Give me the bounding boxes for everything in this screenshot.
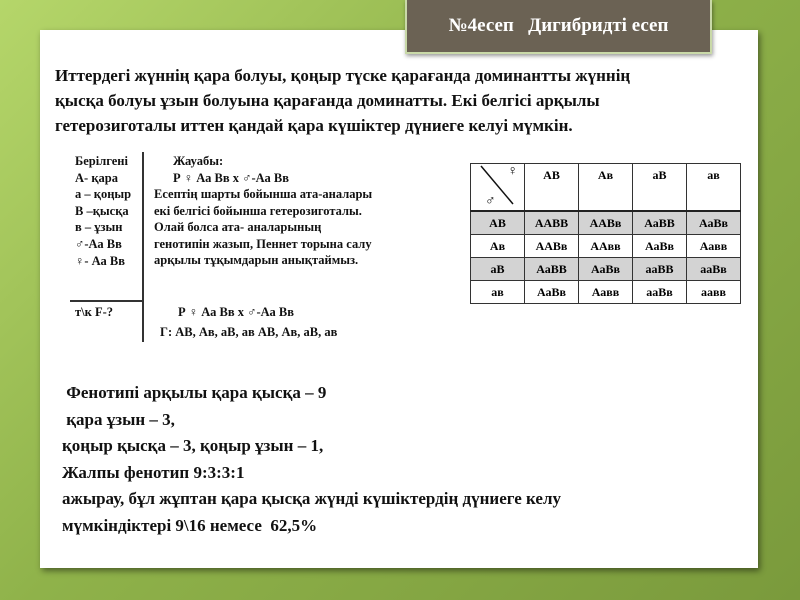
answer-line: Есептің шарты бойынша ата-аналары xyxy=(154,187,373,201)
conclusion-line: қара ұзын – 3, xyxy=(62,409,175,429)
answer-line: арқылы тұқымдарын анықтаймыз. xyxy=(154,253,359,268)
female-symbol: ♀ xyxy=(507,164,518,179)
col-header: Ав xyxy=(579,164,633,212)
conclusion-line: Жалпы фенотип 9:3:3:1 xyxy=(62,462,245,482)
given-item: В –қысқа xyxy=(75,203,129,218)
intro-line: Иттердегі жүннің қара болуы, қоңыр түске қарағанда доминантты жүннің xyxy=(55,66,631,85)
intro-line: гетерозиготалы иттен қандай қара күшіктер дүниеге келуі мүмкін. xyxy=(55,116,573,135)
row-header: ав xyxy=(471,281,525,304)
answer-title: Жауабы: xyxy=(173,154,224,168)
conclusion-line: Фенотипі арқылы қара қысқа – 9 xyxy=(62,383,327,402)
genotype-cell: АаВВ xyxy=(525,258,579,281)
genotype-cell: АаВв xyxy=(579,258,633,281)
row-header: АВ xyxy=(471,211,525,235)
given-item: ♀- Аа Вв xyxy=(75,253,125,268)
table-row xyxy=(471,258,741,281)
parent-cross: Р ♀ Аа Вв х ♂-Аа Вв xyxy=(173,170,289,185)
col-header: ав xyxy=(687,164,741,212)
genotype-cell: АаВВ xyxy=(633,211,687,235)
genotype-cell: ааВв xyxy=(687,258,741,281)
genotype-cell: ААвв xyxy=(579,235,633,258)
answer-line: Олай болса ата- аналарының xyxy=(154,220,322,235)
given-list xyxy=(75,153,131,269)
given-item: А- қара xyxy=(75,170,118,185)
divider-vertical xyxy=(142,152,144,342)
col-header: АВ xyxy=(525,164,579,212)
genotype-cell: АаВв xyxy=(633,235,687,258)
answer-line: генотипін жазып, Пеннет торына салу xyxy=(154,236,372,251)
row-header: Ав xyxy=(471,235,525,258)
punnett-square xyxy=(470,163,741,304)
genotype-cell: АаВв xyxy=(525,281,579,304)
given-heading: Берілгені xyxy=(75,154,128,168)
conclusion-line: ажырау, бұл жұптан қара қысқа жүнді күшіктердің дүниеге келу xyxy=(62,489,561,508)
intro-line: қысқа болуы ұзын болуына қарағанда доминатты. Екі белгісі арқылы xyxy=(55,91,600,110)
genotype-cell: АаВв xyxy=(687,211,741,235)
genotype-cell: ААВв xyxy=(525,235,579,258)
question: т\к F-? xyxy=(75,305,113,319)
table-row xyxy=(471,281,741,304)
problem-statement xyxy=(55,63,630,138)
divider-horizontal xyxy=(70,300,142,302)
genotype-cell: ааВв xyxy=(633,281,687,304)
conclusion-line: қоңыр қысқа – 3, қоңыр ұзын – 1, xyxy=(62,436,324,455)
genotype-cell: Аавв xyxy=(687,235,741,258)
genotype-cell: аавв xyxy=(687,281,741,304)
genotype-cell: ААВВ xyxy=(525,211,579,235)
table-row xyxy=(471,235,741,258)
answer-heading xyxy=(173,153,289,186)
corner-cell xyxy=(471,164,525,212)
given-item: в – ұзын xyxy=(75,220,123,235)
conclusion xyxy=(62,380,561,539)
answer-text xyxy=(154,186,372,269)
answer-line: екі белгісі бойынша гетерозиготалы. xyxy=(154,203,362,218)
male-symbol: ♂ xyxy=(485,194,496,209)
genotype-cell: Аавв xyxy=(579,281,633,304)
conclusion-line: мүмкіндіктері 9\16 немесе 62,5% xyxy=(62,515,318,535)
parent-cross-2: Р ♀ Аа Вв х ♂-Аа Вв xyxy=(178,305,294,319)
col-header: аВ xyxy=(633,164,687,212)
given-item: а – қоңыр xyxy=(75,187,132,202)
slide-title: №4есеп Дигибридті есеп xyxy=(405,0,712,54)
table-row xyxy=(471,211,741,235)
gametes: Г: АВ, Ав, аВ, ав АВ, Ав, аВ, ав xyxy=(160,325,338,339)
genotype-cell: ааВВ xyxy=(633,258,687,281)
given-item: ♂-Аа Вв xyxy=(75,236,122,251)
genotype-cell: ААВв xyxy=(579,211,633,235)
row-header: аВ xyxy=(471,258,525,281)
